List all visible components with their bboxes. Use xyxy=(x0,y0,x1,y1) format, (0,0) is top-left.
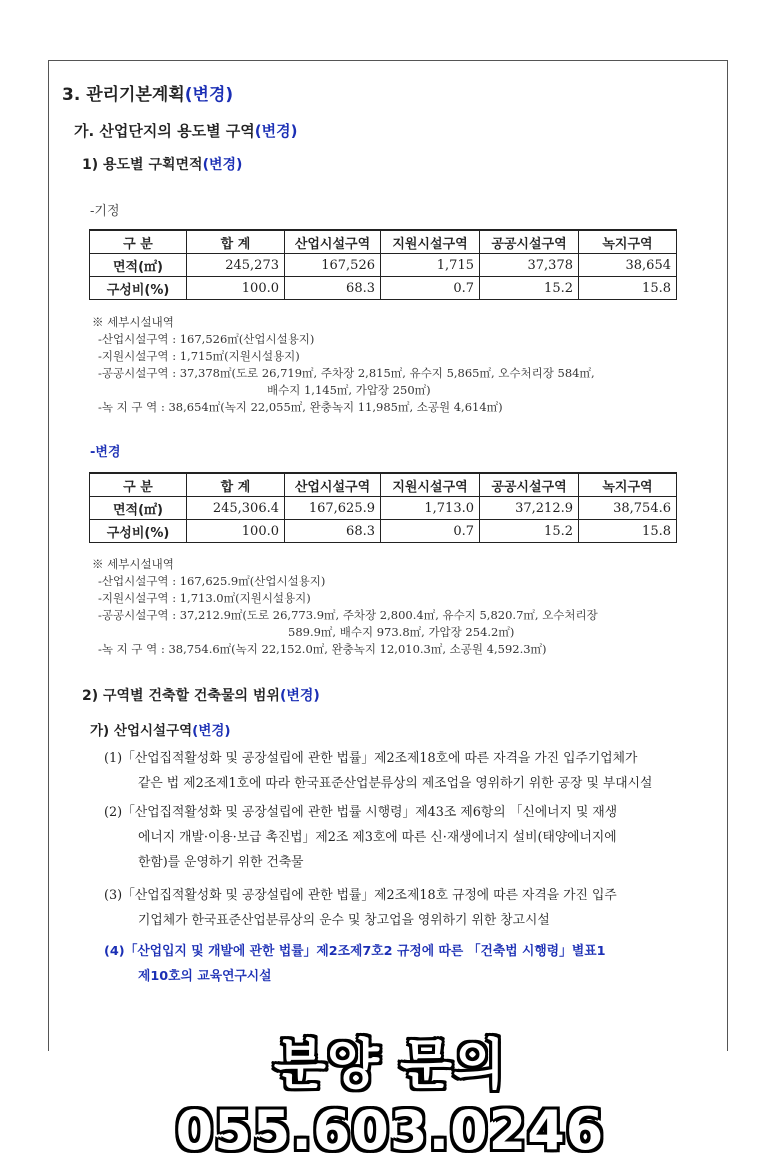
header-cell: 구 분 xyxy=(90,230,187,254)
table-cell: 1,715 xyxy=(381,254,480,277)
header-cell: 녹지구역 xyxy=(579,230,677,254)
table-row xyxy=(90,520,677,543)
table-cell: 1,713.0 xyxy=(381,497,480,520)
subsection-title: 가. 산업단지의 용도별 구역(변경) xyxy=(74,122,298,140)
row-label: 면적(㎡) xyxy=(90,497,187,520)
note-line: 589.9㎡, 배수지 973.8㎡, 가압장 254.2㎡) xyxy=(288,625,515,639)
header-cell: 산업시설구역 xyxy=(285,473,381,497)
industrial-zone-heading: 가) 산업시설구역(변경) xyxy=(90,723,231,739)
header-cell: 공공시설구역 xyxy=(480,230,579,254)
note-line: -공공시설구역 : 37,378㎡(도로 26,719㎡, 주차장 2,815㎡, 유수지 5,865㎡, 오수처리장 584㎡, xyxy=(98,366,595,380)
table-cell: 100.0 xyxy=(187,520,285,543)
table-cell: 245,273 xyxy=(187,254,285,277)
note-line: -녹 지 구 역 : 38,754.6㎡(녹지 22,152.0㎡, 완충녹지 12,010.3㎡, 소공원 4,592.3㎡) xyxy=(98,642,547,656)
table-cell: 167,526 xyxy=(285,254,381,277)
note-line: ※ 세부시설내역 xyxy=(92,315,174,329)
note-line: -지원시설구역 : 1,715㎡(지원시설용지) xyxy=(98,349,300,363)
list-item: (3)「산업집적활성화 및 공장설립에 관한 법률」제2조제18호 규정에 따른 자격을 가진 입주 기업체가 한국표준산업분류상의 운수 및 창고업을 영위하기 위한 창고시설 xyxy=(104,888,617,928)
change-tag: (변경) xyxy=(192,723,231,739)
note-line: -지원시설구역 : 1,713.0㎡(지원시설용지) xyxy=(98,591,311,605)
table-cell: 245,306.4 xyxy=(187,497,285,520)
table-cell: 68.3 xyxy=(285,520,381,543)
existing-label: -기정 xyxy=(90,204,120,219)
list-item: (2)「산업집적활성화 및 공장설립에 관한 법률 시행령」제43조 제6항의 「신에너지 및 재생 에너지 개발·이용·보급 촉진법」제2조 제3호에 따른 신·재생에너지 설비(태양에너지에 한함)를 운영하기 위한 건축물 xyxy=(104,805,618,870)
section-title: 3. 관리기본계획(변경) xyxy=(62,85,234,105)
table-cell: 38,654 xyxy=(579,254,677,277)
change-tag: (변경) xyxy=(184,85,234,105)
note-line: ※ 세부시설내역 xyxy=(92,557,174,571)
header-cell: 지원시설구역 xyxy=(381,230,480,254)
change-tag: (변경) xyxy=(279,688,320,704)
table-cell: 0.7 xyxy=(381,520,480,543)
list-item-changed: (4)「산업입지 및 개발에 관한 법률」제2조제7호2 규정에 따른 「건축법 시행령」별표1 제10호의 교육연구시설 xyxy=(104,944,606,984)
table-cell: 15.8 xyxy=(579,520,677,543)
header-cell: 녹지구역 xyxy=(579,473,677,497)
row-label: 구성비(%) xyxy=(90,520,187,543)
table-cell: 100.0 xyxy=(187,277,285,300)
header-cell: 지원시설구역 xyxy=(381,473,480,497)
existing-table xyxy=(89,229,677,300)
table-cell: 37,212.9 xyxy=(480,497,579,520)
table-row xyxy=(90,277,677,300)
header-cell: 합 계 xyxy=(187,473,285,497)
row-label: 면적(㎡) xyxy=(90,254,187,277)
note-line: 배수지 1,145㎡, 가압장 250㎡) xyxy=(267,383,431,397)
header-cell: 합 계 xyxy=(187,230,285,254)
table-row xyxy=(90,254,677,277)
table-cell: 37,378 xyxy=(480,254,579,277)
table-header-row xyxy=(90,473,677,497)
table-cell: 15.2 xyxy=(480,277,579,300)
table-cell: 68.3 xyxy=(285,277,381,300)
changed-notes xyxy=(92,556,598,658)
changed-label: -변경 xyxy=(90,445,121,460)
change-tag: (변경) xyxy=(202,157,243,173)
table-cell: 15.2 xyxy=(480,520,579,543)
table-row xyxy=(90,497,677,520)
table-cell: 167,625.9 xyxy=(285,497,381,520)
table-header-row xyxy=(90,230,677,254)
note-line: -산업시설구역 : 167,526㎡(산업시설용지) xyxy=(98,332,315,346)
scope-list xyxy=(104,746,724,993)
header-cell: 산업시설구역 xyxy=(285,230,381,254)
header-cell: 구 분 xyxy=(90,473,187,497)
sales-inquiry-banner: 분양 문의 055.603.0246 xyxy=(175,1033,605,1162)
scope-heading: 2) 구역별 건축할 건축물의 범위(변경) xyxy=(82,688,320,704)
list-item: (1)「산업집적활성화 및 공장설립에 관한 법률」제2조제18호에 따른 자격을 가진 입주기업체가 같은 법 제2조제1호에 따라 한국표준산업분류상의 제조업을 영위하기 위한 공장 및 부대시설 xyxy=(104,751,653,791)
note-line: -공공시설구역 : 37,212.9㎡(도로 26,773.9㎡, 주차장 2,800.4㎡, 유수지 5,820.7㎡, 오수처리장 xyxy=(98,608,598,622)
note-line: -녹 지 구 역 : 38,654㎡(녹지 22,055㎡, 완충녹지 11,985㎡, 소공원 4,614㎡) xyxy=(98,400,503,414)
table-cell: 15.8 xyxy=(579,277,677,300)
area-heading: 1) 용도별 구획면적(변경) xyxy=(82,157,243,173)
header-cell: 공공시설구역 xyxy=(480,473,579,497)
table-cell: 38,754.6 xyxy=(579,497,677,520)
row-label: 구성비(%) xyxy=(90,277,187,300)
changed-table xyxy=(89,472,677,543)
note-line: -산업시설구역 : 167,625.9㎡(산업시설용지) xyxy=(98,574,326,588)
table-cell: 0.7 xyxy=(381,277,480,300)
existing-notes xyxy=(92,314,595,416)
change-tag: (변경) xyxy=(254,122,298,140)
